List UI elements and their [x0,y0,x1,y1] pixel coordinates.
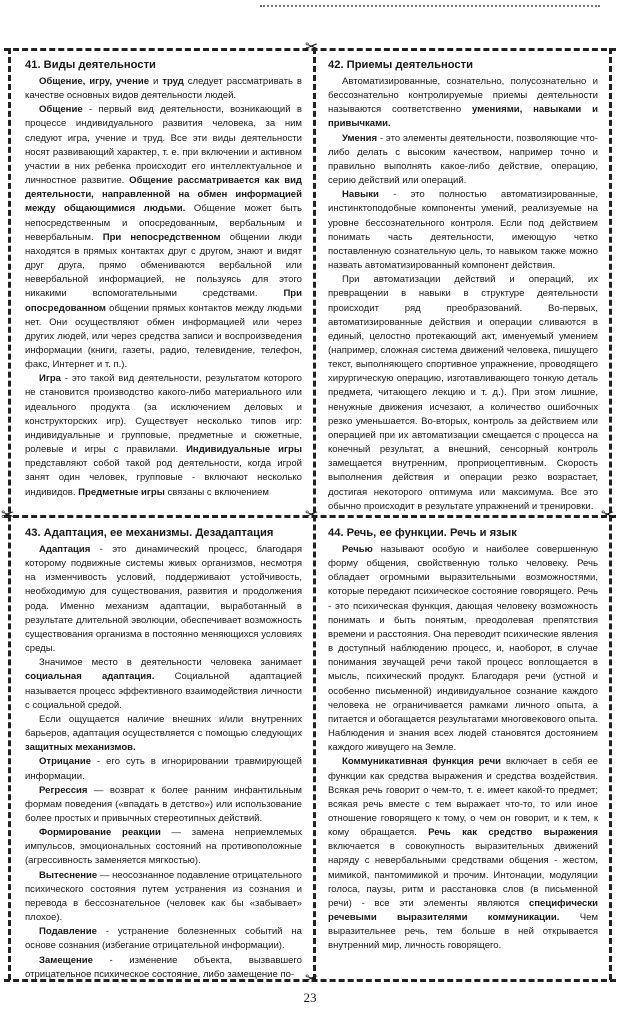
bold-term: Замещение [39,954,93,966]
section-41 [25,58,302,506]
text-run: - это элементы деятельности, позволяющие что-либо делать с высоким качеством, например точно и правильно выполнять какое-либо действие, операцию, серию действий или операций. [328,132,598,187]
text-run: включает в себя ее функции как средства выражения и средства воздействия. Всякая речь говорит о чем-то, т. е. имеет какой-то предмет; всякая речь вместе с тем выражает что-то, то или иное отношение говорящего к тому, о чем он говорит, и к тем, к кому обращается. [328,756,598,839]
text-run: Чем выразительнее речь, тем больше в ней открывается внутренний мир, личность говорящего. [328,912,599,952]
bold-term: социальная адаптация. [25,671,155,683]
text-run: — неосознанное подавление отрицательного психического состояния путем устранения из сознания и перевода в бессознательное (человек как бы «забывает» плохое). [25,869,302,924]
paragraph [25,869,302,926]
paragraph [25,656,302,713]
paragraph [25,954,302,982]
bold-term: Отрицание [39,756,92,768]
bold-term: Навыки [342,189,379,201]
text-run: - это такой вид деятельности, результатом которого не становится производство какого-либо материального или идеального продукта (за исключением деловых и конструкторских игр). Существует несколько типов игр: индивидуальные и групповые, предметные и сюжетные, ролевые и игры с правилами. [25,373,302,456]
text-run: — замена неприемлемых импульсов, эмоциональных состояний на противоположные (агрессивность заменяется мягкостью). [25,827,302,867]
scissors-icon: ✂ [305,505,319,524]
bold-term: Предметные игры [78,486,165,498]
paragraph [328,543,598,755]
page-number: 23 [303,990,317,1005]
text-run: - первый вид деятельности, возникающий в процессе индивидуального развития человека, за ним следуют игра, учение и труд. Все эти виды деятельности носят развивающий характер, т. е. при включении и активном участии в них ребенка происходит его интеллектуальное и личностное развитие. [25,104,302,187]
paragraph [25,713,302,755]
text-run: называют особую и наиболее совершенную форму общения, свойственную только человеку. Речь обладает огромными выразительными возможностями, которые передают психическое состояние говорящего. Речь - это психическая функция, дающая человеку возможность понимать и быть понятым, преодолевая препятствия времени и расстояния. Она переводит психические явления в доступный наблюдению процесс, и, наоборот, в случае понимания звучащей речи такой процесс воплощается в мысль, психический продукт. Благодаря речи (устной и особенно письменной) индивидуальное сознание каждого человека не ограничивается рамками личного опыта, а питается и обогащается результатами многовекового опыта. Наблюдения и знания всех людей становятся достоянием каждого живущего на Земле. [328,544,598,754]
bold-term: Игра [39,373,61,385]
text-run: - это динамический процесс, благодаря которому подвижные системы живых организмов, несмотря на изменчивость условий, поддерживают устойчивость, необходимую для существования, развития и продолжения рода. Именно механизм адаптации, выработанный в результате длительной эволюции, обеспечивает возможность существования организма в постоянно меняющихся условиях среды. [25,544,302,655]
paragraph [25,75,302,103]
bold-term: Общение [39,104,83,116]
paragraph [25,372,302,499]
paragraph [328,188,598,273]
section-title: 43. Адаптация, ее механизмы. Дезадаптация [25,527,274,539]
paragraph [328,273,598,514]
bold-term: При опосредованном [25,288,302,314]
bold-term: Индивидуальные игры [186,444,302,456]
section-body [328,543,598,954]
paragraph [25,784,302,826]
paragraph [328,755,598,953]
text-run: Общение может быть непосредственным и опосредованным, вербальным и невербальным. [25,203,302,243]
bold-term: специфически речевыми выразителями коммуникации. [328,897,598,924]
paragraph [328,75,598,132]
scissors-icon: ✂ [305,969,319,988]
text-run: общении прямых контактов между людьми нет. Они осуществляют обмен информацией или через других людей, или через средства записи и воспроизведения информации (книги, газеты, радио, телевидение, телефон, факс, Интернет и т. п.). [25,302,302,371]
text-run: — возврат к более ранним инфантильным формам поведения («впадать в детство») или использование более простых и привычных стереотипных действий. [25,784,302,824]
bold-term: защитных механизмов. [25,742,136,754]
paragraph [25,103,302,372]
section-43 [25,526,302,980]
paragraph [25,826,302,868]
section-title: 41. Виды деятельности [25,59,156,71]
paragraph [25,543,302,656]
bold-term: Речью [342,544,373,555]
text-run: Значимое место в деятельности человека занимает [39,657,302,669]
bold-term: Речь как средство выражения [428,827,598,839]
text-run: - это полностью автоматизированные, инстинктоподобные компоненты умений, реализуемые на уровне бессознательного контроля. Если под действием понимать часть деятельности, имеющую четко поставленную сознательную цель, то навыком также можно назвать автоматизированный компонент действия. [328,189,598,272]
scissors-icon: ✂ [1,505,15,524]
section-44 [328,526,598,974]
text-run: - изменение объекта, вызвавшего отрицательное психическое состояние, либо замещение по- [25,954,302,980]
bold-term: Общение, игру, учение [39,76,150,87]
text-run: связаны с включением [164,486,269,498]
text-run: Социальной адаптацией называется процесс эффективного взаимодействия личности с социальной средой. [25,671,302,711]
paragraph [328,132,598,189]
section-42 [328,58,598,512]
bold-term: Регрессия [39,784,88,796]
bold-term: При непосредственном [102,231,221,243]
bold-term: Подавление [39,926,97,938]
text-run: - устранение болезненных событий на основе сознания (избегание отрицательной информации). [25,926,302,952]
paragraph [25,925,302,953]
bold-term: Коммуникативная функция речи [342,756,502,768]
section-title: 42. Приемы деятельности [328,59,473,71]
top-rule [260,5,600,10]
text-run: следует рассматривать в качестве основных видов деятельности людей. [25,76,302,102]
section-body [328,75,598,514]
text-run: общении люди находятся в прямых контактах друг с другом, знают и видят друг друга, прямо обмениваются вербальной или невербальной информацией, не пользуясь для этого никакими вспомогательными средствами. [25,231,302,300]
bold-term: Формирование реакции [39,827,161,839]
text-run: и [149,76,163,87]
section-body [25,75,302,500]
text-run: представляют собой такой род деятельности, когда игрой занят один человек, групповые - включают несколько индивидов. [25,458,302,498]
bold-term: Вытеснение [39,869,98,881]
section-body [25,543,302,982]
bold-term: Адаптация [39,544,91,555]
bold-term: Общение рассматривается как вид деятельности, направленной на обмен информацией между общающимися людьми. [25,175,302,215]
text-run: Если ощущается наличие внешних и/или внутренних барьеров, адаптация осуществляется с помощью следующих [25,713,302,740]
bold-term: умениями, навыками и привычками. [328,104,598,130]
scissors-icon: ✂ [305,37,319,56]
text-run: включается в совокупность выразительных движений наряду с невербальными средствами общения - жестом, мимикой, пантомимикой и прочим. Интонации, модуляции голоса, паузы, ритм и расстановка слов (в письменной речи) - все эти элементы являются [328,841,598,909]
bold-term: Умения [342,132,378,144]
scissors-icon: ✂ [601,505,615,524]
text-run: - его суть в игнорировании травмирующей информации. [25,756,302,782]
section-title: 44. Речь, ее функции. Речь и язык [328,527,517,539]
text-run: При автоматизации действий и операций, их превращении в навыки в структуре деятельности происходит ряд преобразований. Во-первых, автоматизированные действия и операции сливаются в единый, целостно протекающий акт, именуемый умением (например, сложная система движений человека, пишущего текст, выполняющего спортивное упражнение, проводящего хирургическую операцию, изготавливающего тонкую деталь предмета, читающего лекцию и т. д.). При этом лишние, ненужные движения исчезают, а количество ошибочных резко уменьшается. Во-вторых, контроль за действием или операцией при их автоматизации смещается с процесса на конечный результат, а внешний, сенсорный контроль замещается внутренним, проприоцептивным. Скорость выполнения действия и операции резко возрастает, достигая некоторого оптимума или максимума. Все это обычно происходит в результате упражнений и тренировки. [328,274,598,512]
paragraph [25,755,302,783]
bold-term: труд [162,76,184,87]
text-run: Автоматизированные, сознательно, полусознательно и бессознательно контролируемые приемы деятельности называются соответственно [328,76,598,116]
